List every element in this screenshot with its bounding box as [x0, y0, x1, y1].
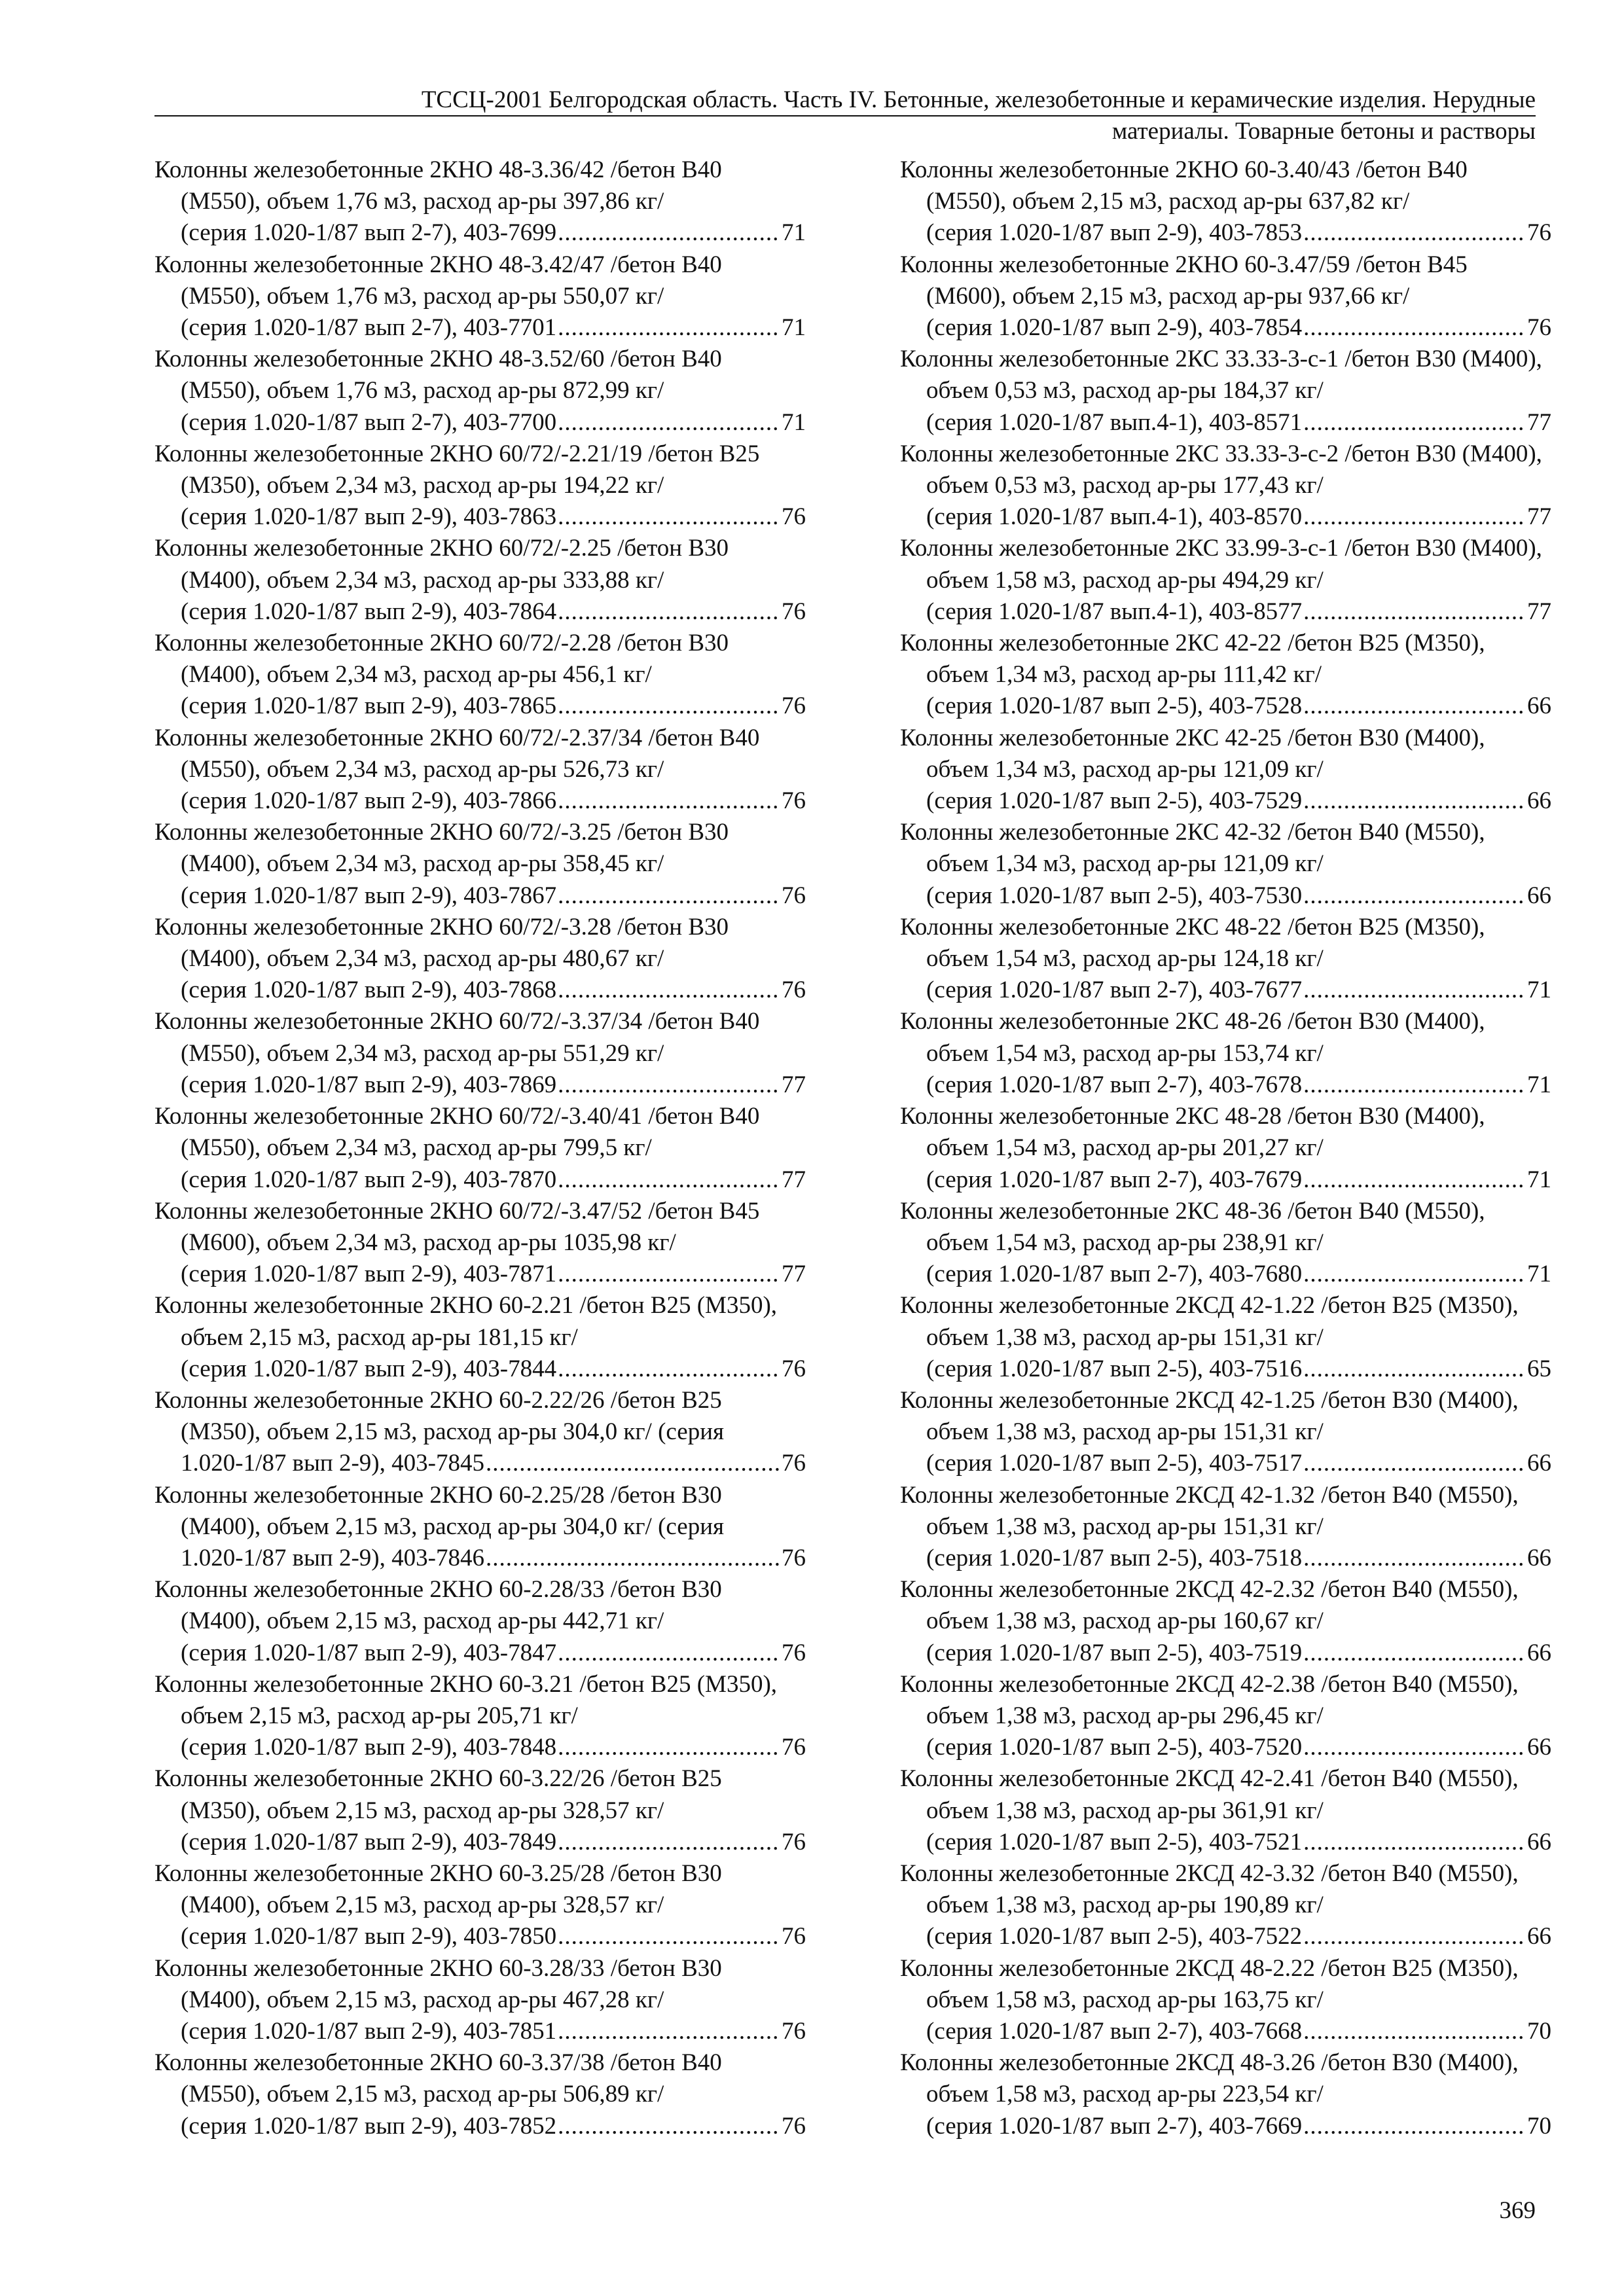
index-entry — [154, 1763, 806, 1858]
entry-reference-line — [181, 2111, 806, 2142]
index-entry — [900, 723, 1551, 817]
entry-reference-line — [926, 2016, 1551, 2047]
index-entry — [154, 1290, 806, 1385]
entry-page-ref: 66 — [1527, 787, 1551, 815]
entry-series-code: (серия 1.020-1/87 вып 2-7), 403-7678 — [926, 1071, 1303, 1098]
entry-description: Колонны железобетонные 2КНО 60/72/-2.21/19 /бетон В25 (М350), объем 2,34 м3, расход ар-ры 194,22 кг/ — [154, 440, 760, 499]
entry-page-ref: 66 — [1527, 1450, 1551, 1477]
entry-description: Колонны железобетонные 2КСД 48-3.26 /бетон В30 (М400), объем 1,58 м3, расход ар-ры 223,54 кг/ — [900, 2049, 1519, 2108]
index-entry — [900, 1006, 1551, 1101]
entry-reference-line — [926, 312, 1551, 344]
dot-leader — [558, 1827, 780, 1858]
entry-series-code: (серия 1.020-1/87 вып 2-5), 403-7529 — [926, 787, 1303, 815]
entry-reference-line — [181, 1827, 806, 1858]
entry-series-code: (серия 1.020-1/87 вып.4-1), 403-8571 — [926, 408, 1303, 436]
index-entry — [900, 2047, 1551, 2142]
entry-page-ref: 77 — [1527, 598, 1551, 625]
dot-leader — [558, 691, 780, 722]
dot-leader — [1303, 596, 1526, 628]
entry-series-code: (серия 1.020-1/87 вып 2-9), 403-7868 — [181, 977, 557, 1004]
entry-series-code: (серия 1.020-1/87 вып 2-9), 403-7871 — [181, 1261, 557, 1288]
entry-description: Колонны железобетонные 2КС 42-22 /бетон В25 (М350), объем 1,34 м3, расход ар-ры 111,42 кг/ — [900, 630, 1485, 689]
entry-page-ref: 76 — [782, 1639, 806, 1666]
entry-description: Колонны железобетонные 2КНО 60-3.22/26 /бетон В25 (М350), объем 2,15 м3, расход ар-ры 328,57 кг/ — [154, 1765, 722, 1824]
header-line-2: материалы. Товарные бетоны и растворы — [1111, 118, 1536, 145]
entry-description: Колонны железобетонные 2КСД 42-1.25 /бетон В30 (М400), объем 1,38 м3, расход ар-ры 151,31 кг/ — [900, 1386, 1519, 1446]
dot-leader — [558, 1921, 780, 1952]
entry-description: Колонны железобетонные 2КНО 48-3.42/47 /бетон В40 (М550), объем 1,76 м3, расход ар-ры 550,07 кг/ — [154, 251, 722, 310]
entry-page-ref: 65 — [1527, 1355, 1551, 1382]
index-entry — [900, 1763, 1551, 1858]
entry-page-ref: 70 — [1527, 2112, 1551, 2140]
index-entry — [900, 817, 1551, 912]
index-entry — [154, 1480, 806, 1575]
entry-reference-line — [181, 975, 806, 1006]
entry-series-code: (серия 1.020-1/87 вып 2-7), 403-7668 — [926, 2017, 1303, 2045]
index-entry — [900, 1858, 1551, 1953]
dot-leader — [1303, 1827, 1526, 1858]
entry-series-code: (серия 1.020-1/87 вып 2-7), 403-7679 — [926, 1166, 1303, 1193]
entry-reference-line — [181, 1354, 806, 1385]
dot-leader — [558, 1638, 780, 1669]
entry-reference-line — [926, 1259, 1551, 1290]
entry-reference-line — [926, 1164, 1551, 1196]
entry-page-ref: 76 — [782, 1734, 806, 1761]
index-entry — [154, 1196, 806, 1291]
entry-reference-line — [926, 1827, 1551, 1858]
entry-description: Колонны железобетонные 2КС 48-22 /бетон В25 (М350), объем 1,54 м3, расход ар-ры 124,18 кг/ — [900, 913, 1485, 973]
dot-leader — [558, 501, 780, 533]
dot-leader — [1303, 691, 1526, 722]
entry-reference-line — [181, 691, 806, 722]
entry-page-ref: 76 — [782, 692, 806, 720]
entry-series-code: (серия 1.020-1/87 вып 2-9), 403-7854 — [926, 314, 1303, 342]
entry-page-ref: 76 — [782, 503, 806, 531]
entry-page-ref: 76 — [782, 787, 806, 815]
entry-series-code: (серия 1.020-1/87 вып 2-7), 403-7699 — [181, 219, 557, 247]
index-entry — [900, 912, 1551, 1007]
dot-leader — [1303, 1732, 1526, 1763]
entry-series-code: (серия 1.020-1/87 вып 2-9), 403-7870 — [181, 1166, 557, 1193]
entry-reference-line — [926, 975, 1551, 1006]
entry-description: Колонны железобетонные 2КНО 60-2.22/26 /бетон В25 (М350), объем 2,15 м3, расход ар-ры 304,0 кг/ (серия — [154, 1386, 725, 1446]
entry-reference-line — [926, 1069, 1551, 1101]
entry-page-ref: 76 — [782, 882, 806, 909]
entry-description: Колонны железобетонные 2КС 33.33-3-с-1 /бетон В30 (М400), объем 0,53 м3, расход ар-ры 184,37 кг/ — [900, 346, 1542, 404]
entry-reference-line — [926, 2111, 1551, 2142]
dot-leader — [558, 2111, 780, 2142]
index-entry — [900, 628, 1551, 723]
entry-series-code: (серия 1.020-1/87 вып 2-9), 403-7867 — [181, 882, 557, 909]
index-entry — [154, 439, 806, 533]
entry-reference-line — [181, 2016, 806, 2047]
entry-series-code: (серия 1.020-1/87 вып 2-7), 403-7701 — [181, 314, 557, 342]
entry-page-ref: 76 — [782, 977, 806, 1004]
entry-series-code: (серия 1.020-1/87 вып 2-7), 403-7680 — [926, 1261, 1303, 1288]
entry-reference-line — [181, 880, 806, 912]
index-entry — [900, 1574, 1551, 1669]
entry-description: Колонны железобетонные 2КНО 60-3.47/59 /бетон В45 (М600), объем 2,15 м3, расход ар-ры 937,66 кг/ — [900, 251, 1468, 310]
entry-reference-line — [926, 1732, 1551, 1763]
entry-page-ref: 76 — [782, 1828, 806, 1856]
dot-leader — [1303, 1921, 1526, 1952]
entry-reference-line — [181, 596, 806, 628]
entry-reference-line — [926, 1448, 1551, 1479]
entry-page-ref: 77 — [782, 1261, 806, 1288]
dot-leader — [1303, 1164, 1526, 1196]
entry-reference-line — [181, 1921, 806, 1952]
dot-leader — [558, 1732, 780, 1763]
index-entry — [900, 1290, 1551, 1385]
entry-series-code: (серия 1.020-1/87 вып 2-9), 403-7849 — [181, 1828, 557, 1856]
entry-reference-line — [926, 217, 1551, 249]
entry-series-code: (серия 1.020-1/87 вып 2-9), 403-7847 — [181, 1639, 557, 1666]
entry-series-code: (серия 1.020-1/87 вып 2-9), 403-7865 — [181, 692, 557, 720]
index-entry — [900, 439, 1551, 533]
dot-leader — [558, 407, 780, 439]
index-entry — [900, 1669, 1551, 1764]
entry-series-code: (серия 1.020-1/87 вып 2-9), 403-7853 — [926, 219, 1303, 247]
entry-series-code: (серия 1.020-1/87 вып.4-1), 403-8577 — [926, 598, 1303, 625]
entry-description: Колонны железобетонные 2КНО 60/72/-3.25 /бетон В30 (М400), объем 2,34 м3, расход ар-ры 358,45 кг/ — [154, 819, 729, 878]
dot-leader — [558, 975, 780, 1006]
entry-description: Колонны железобетонные 2КС 42-25 /бетон В30 (М400), объем 1,34 м3, расход ар-ры 121,09 кг/ — [900, 724, 1485, 783]
entry-page-ref: 76 — [782, 1450, 806, 1477]
entry-page-ref: 77 — [1527, 408, 1551, 436]
index-entry — [154, 249, 806, 344]
page-number: 369 — [1499, 2197, 1536, 2224]
dot-leader — [1303, 785, 1526, 817]
entry-page-ref: 76 — [1527, 219, 1551, 247]
entry-reference-line — [181, 407, 806, 439]
entry-description: Колонны железобетонные 2КНО 60-3.37/38 /бетон В40 (М550), объем 2,15 м3, расход ар-ры 506,89 кг/ — [154, 2049, 722, 2108]
entry-series-code: (серия 1.020-1/87 вып 2-5), 403-7530 — [926, 882, 1303, 909]
index-column-left — [154, 154, 806, 2142]
entry-series-code: (серия 1.020-1/87 вып 2-9), 403-7864 — [181, 598, 557, 625]
entry-description: Колонны железобетонные 2КНО 60/72/-2.28 /бетон В30 (М400), объем 2,34 м3, расход ар-ры 456,1 кг/ — [154, 630, 729, 689]
entry-page-ref: 66 — [1527, 692, 1551, 720]
entry-page-ref: 76 — [782, 1544, 806, 1571]
entry-series-code: (серия 1.020-1/87 вып 2-5), 403-7522 — [926, 1923, 1303, 1950]
dot-leader — [1303, 1638, 1526, 1669]
entry-page-ref: 70 — [1527, 2017, 1551, 2045]
index-entry — [900, 1196, 1551, 1291]
entry-series-code: 1.020-1/87 вып 2-9), 403-7845 — [181, 1450, 484, 1477]
entry-series-code: (серия 1.020-1/87 вып 2-9), 403-7869 — [181, 1071, 557, 1098]
index-entry — [900, 344, 1551, 439]
dot-leader — [1303, 2111, 1526, 2142]
entry-page-ref: 66 — [1527, 1544, 1551, 1571]
entry-reference-line — [181, 501, 806, 533]
index-entry — [900, 1385, 1551, 1480]
index-entry — [900, 1953, 1551, 2048]
entry-page-ref: 76 — [782, 1355, 806, 1382]
index-entry — [154, 2047, 806, 2142]
index-entry — [900, 154, 1551, 249]
dot-leader — [558, 596, 780, 628]
entry-series-code: (серия 1.020-1/87 вып.4-1), 403-8570 — [926, 503, 1303, 531]
entry-reference-line — [181, 1543, 806, 1574]
dot-leader — [1303, 501, 1526, 533]
dot-leader — [1303, 1354, 1526, 1385]
entry-page-ref: 76 — [782, 2017, 806, 2045]
entry-description: Колонны железобетонные 2КНО 60/72/-3.28 /бетон В30 (М400), объем 2,34 м3, расход ар-ры 480,67 кг/ — [154, 913, 729, 973]
index-entry — [154, 1953, 806, 2048]
entry-description: Колонны железобетонные 2КС 42-32 /бетон В40 (М550), объем 1,34 м3, расход ар-ры 121,09 кг/ — [900, 819, 1485, 878]
index-entry — [154, 533, 806, 628]
index-entry — [154, 1669, 806, 1764]
entry-series-code: (серия 1.020-1/87 вып 2-9), 403-7863 — [181, 503, 557, 531]
dot-leader — [1303, 1543, 1526, 1574]
entry-description: Колонны железобетонные 2КНО 60/72/-2.25 /бетон В30 (М400), объем 2,34 м3, расход ар-ры 333,88 кг/ — [154, 535, 729, 594]
entry-description: Колонны железобетонные 2КСД 42-2.32 /бетон В40 (М550), объем 1,38 м3, расход ар-ры 160,67 кг/ — [900, 1576, 1519, 1635]
index-entry — [154, 817, 806, 912]
entry-reference-line — [926, 1638, 1551, 1669]
entry-description: Колонны железобетонные 2КС 48-36 /бетон В40 (М550), объем 1,54 м3, расход ар-ры 238,91 кг/ — [900, 1197, 1485, 1256]
entry-page-ref: 71 — [782, 219, 806, 247]
running-header — [154, 85, 1536, 147]
entry-reference-line — [181, 1164, 806, 1196]
dot-leader — [1303, 975, 1526, 1006]
index-entry — [154, 1574, 806, 1669]
entry-page-ref: 66 — [1527, 1923, 1551, 1950]
entry-description: Колонны железобетонные 2КСД 42-3.32 /бетон В40 (М550), объем 1,38 м3, расход ар-ры 190,89 кг/ — [900, 1859, 1519, 1919]
dot-leader — [558, 312, 780, 344]
entry-description: Колонны железобетонные 2КСД 42-1.32 /бетон В40 (М550), объем 1,38 м3, расход ар-ры 151,31 кг/ — [900, 1481, 1519, 1540]
entry-series-code: (серия 1.020-1/87 вып 2-5), 403-7519 — [926, 1639, 1303, 1666]
entry-reference-line — [181, 785, 806, 817]
entry-page-ref: 77 — [1527, 503, 1551, 531]
entry-reference-line — [926, 1921, 1551, 1952]
dot-leader — [1303, 1448, 1526, 1479]
dot-leader — [1303, 217, 1526, 249]
dot-leader — [558, 1164, 780, 1196]
entry-reference-line — [181, 1259, 806, 1290]
entry-series-code: (серия 1.020-1/87 вып 2-5), 403-7516 — [926, 1355, 1303, 1382]
dot-leader — [558, 1354, 780, 1385]
entry-description: Колонны железобетонные 2КСД 42-2.41 /бетон В40 (М550), объем 1,38 м3, расход ар-ры 361,91 кг/ — [900, 1765, 1519, 1824]
entry-description: Колонны железобетонные 2КНО 48-3.52/60 /бетон В40 (М550), объем 1,76 м3, расход ар-ры 872,99 кг/ — [154, 346, 722, 404]
entry-series-code: (серия 1.020-1/87 вып 2-9), 403-7850 — [181, 1923, 557, 1950]
entry-reference-line — [926, 501, 1551, 533]
entry-page-ref: 66 — [1527, 1828, 1551, 1856]
dot-leader — [558, 785, 780, 817]
dot-leader — [1303, 2016, 1526, 2047]
entry-description: Колонны железобетонные 2КНО 60/72/-2.37/34 /бетон В40 (М550), объем 2,34 м3, расход ар-ры 526,73 кг/ — [154, 724, 760, 783]
entry-series-code: (серия 1.020-1/87 вып 2-9), 403-7844 — [181, 1355, 557, 1382]
entry-description: Колонны железобетонные 2КНО 60/72/-3.40/41 /бетон В40 (М550), объем 2,34 м3, расход ар-ры 799,5 кг/ — [154, 1103, 760, 1162]
entry-page-ref: 71 — [782, 314, 806, 342]
entry-series-code: 1.020-1/87 вып 2-9), 403-7846 — [181, 1544, 484, 1571]
entry-series-code: (серия 1.020-1/87 вып 2-5), 403-7517 — [926, 1450, 1303, 1477]
entry-description: Колонны железобетонные 2КНО 60-3.25/28 /бетон В30 (М400), объем 2,15 м3, расход ар-ры 328,57 кг/ — [154, 1859, 722, 1919]
dot-leader — [1303, 312, 1526, 344]
dot-leader — [1303, 1069, 1526, 1101]
entry-description: Колонны железобетонные 2КСД 42-2.38 /бетон В40 (М550), объем 1,38 м3, расход ар-ры 296,45 кг/ — [900, 1670, 1519, 1729]
index-entry — [900, 1480, 1551, 1575]
entry-page-ref: 76 — [1527, 314, 1551, 342]
dot-leader — [486, 1448, 780, 1479]
entry-description: Колонны железобетонные 2КНО 60-2.21 /бетон В25 (М350), объем 2,15 м3, расход ар-ры 181,15 кг/ — [154, 1292, 778, 1351]
entry-reference-line — [181, 1069, 806, 1101]
index-entry — [154, 1858, 806, 1953]
entry-series-code: (серия 1.020-1/87 вып 2-9), 403-7866 — [181, 787, 557, 815]
entry-description: Колонны железобетонные 2КНО 60/72/-3.47/52 /бетон В45 (М600), объем 2,34 м3, расход ар-ры 1035,98 кг/ — [154, 1197, 760, 1256]
dot-leader — [558, 2016, 780, 2047]
index-column-right — [900, 154, 1551, 2142]
entry-page-ref: 66 — [1527, 882, 1551, 909]
entry-page-ref: 71 — [782, 408, 806, 436]
index-entry — [154, 723, 806, 817]
index-entry — [154, 912, 806, 1007]
entry-series-code: (серия 1.020-1/87 вып 2-9), 403-7851 — [181, 2017, 557, 2045]
entry-page-ref: 66 — [1527, 1734, 1551, 1761]
entry-page-ref: 71 — [1527, 1071, 1551, 1098]
index-entry — [900, 249, 1551, 344]
entry-series-code: (серия 1.020-1/87 вып 2-7), 403-7700 — [181, 408, 557, 436]
entry-description: Колонны железобетонные 2КС 48-28 /бетон В30 (М400), объем 1,54 м3, расход ар-ры 201,27 кг/ — [900, 1103, 1485, 1162]
entry-series-code: (серия 1.020-1/87 вып 2-5), 403-7520 — [926, 1734, 1303, 1761]
entry-description: Колонны железобетонные 2КНО 48-3.36/42 /бетон В40 (М550), объем 1,76 м3, расход ар-ры 397,86 кг/ — [154, 156, 722, 215]
entry-description: Колонны железобетонные 2КНО 60-3.28/33 /бетон В30 (М400), объем 2,15 м3, расход ар-ры 467,28 кг/ — [154, 1954, 722, 2013]
entry-reference-line — [926, 691, 1551, 722]
entry-reference-line — [926, 596, 1551, 628]
header-line-1: ТССЦ-2001 Белгородская область. Часть IV. Бетонные, железобетонные и керамические изделия. Нерудные — [154, 85, 1536, 117]
entry-page-ref: 71 — [1527, 977, 1551, 1004]
dot-leader — [558, 880, 780, 912]
entry-description: Колонны железобетонные 2КСД 48-2.22 /бетон В25 (М350), объем 1,58 м3, расход ар-ры 163,75 кг/ — [900, 1954, 1519, 2013]
entry-reference-line — [181, 1732, 806, 1763]
index-entry — [900, 1101, 1551, 1196]
dot-leader — [486, 1543, 780, 1574]
entry-series-code: (серия 1.020-1/87 вып 2-9), 403-7852 — [181, 2112, 557, 2140]
entry-reference-line — [181, 312, 806, 344]
dot-leader — [558, 1069, 780, 1101]
entry-description: Колонны железобетонные 2КНО 60-3.40/43 /бетон В40 (М550), объем 2,15 м3, расход ар-ры 637,82 кг/ — [900, 156, 1468, 215]
dot-leader — [1303, 880, 1526, 912]
entry-page-ref: 71 — [1527, 1261, 1551, 1288]
entry-series-code: (серия 1.020-1/87 вып 2-7), 403-7677 — [926, 977, 1303, 1004]
entry-description: Колонны железобетонные 2КС 33.99-3-с-1 /бетон В30 (М400), объем 1,58 м3, расход ар-ры 494,29 кг/ — [900, 535, 1542, 594]
entry-series-code: (серия 1.020-1/87 вып 2-5), 403-7528 — [926, 692, 1303, 720]
index-entry — [154, 1385, 806, 1480]
entry-reference-line — [926, 407, 1551, 439]
dot-leader — [1303, 1259, 1526, 1290]
index-entry — [154, 1006, 806, 1101]
entry-reference-line — [926, 1354, 1551, 1385]
entry-series-code: (серия 1.020-1/87 вып 2-5), 403-7518 — [926, 1544, 1303, 1571]
entry-page-ref: 77 — [782, 1166, 806, 1193]
entry-description: Колонны железобетонные 2КС 33.33-3-с-2 /бетон В30 (М400), объем 0,53 м3, расход ар-ры 177,43 кг/ — [900, 440, 1542, 499]
entry-page-ref: 76 — [782, 2112, 806, 2140]
index-entry — [900, 533, 1551, 628]
entry-page-ref: 77 — [782, 1071, 806, 1098]
entry-reference-line — [181, 1638, 806, 1669]
index-entry — [154, 344, 806, 439]
entry-description: Колонны железобетонные 2КНО 60-3.21 /бетон В25 (М350), объем 2,15 м3, расход ар-ры 205,71 кг/ — [154, 1670, 778, 1729]
entry-description: Колонны железобетонные 2КНО 60-2.28/33 /бетон В30 (М400), объем 2,15 м3, расход ар-ры 442,71 кг/ — [154, 1576, 722, 1635]
dot-leader — [1303, 407, 1526, 439]
index-entry — [154, 154, 806, 249]
index-entry — [154, 1101, 806, 1196]
dot-leader — [558, 1259, 780, 1290]
entry-reference-line — [181, 217, 806, 249]
entry-description: Колонны железобетонные 2КНО 60/72/-3.37/34 /бетон В40 (М550), объем 2,34 м3, расход ар-ры 551,29 кг/ — [154, 1008, 760, 1067]
entry-page-ref: 76 — [782, 1923, 806, 1950]
entry-reference-line — [926, 785, 1551, 817]
entry-reference-line — [926, 880, 1551, 912]
entry-reference-line — [926, 1543, 1551, 1574]
entry-description: Колонны железобетонные 2КСД 42-1.22 /бетон В25 (М350), объем 1,38 м3, расход ар-ры 151,31 кг/ — [900, 1292, 1519, 1351]
entry-description: Колонны железобетонные 2КНО 60-2.25/28 /бетон В30 (М400), объем 2,15 м3, расход ар-ры 304,0 кг/ (серия — [154, 1481, 725, 1540]
dot-leader — [558, 217, 780, 249]
entry-description: Колонны железобетонные 2КС 48-26 /бетон В30 (М400), объем 1,54 м3, расход ар-ры 153,74 кг/ — [900, 1008, 1485, 1067]
index-entry — [154, 628, 806, 723]
entry-series-code: (серия 1.020-1/87 вып 2-5), 403-7521 — [926, 1828, 1303, 1856]
entry-series-code: (серия 1.020-1/87 вып 2-9), 403-7848 — [181, 1734, 557, 1761]
entry-reference-line — [181, 1448, 806, 1479]
entry-page-ref: 76 — [782, 598, 806, 625]
entry-page-ref: 66 — [1527, 1639, 1551, 1666]
entry-series-code: (серия 1.020-1/87 вып 2-7), 403-7669 — [926, 2112, 1303, 2140]
entry-page-ref: 71 — [1527, 1166, 1551, 1193]
